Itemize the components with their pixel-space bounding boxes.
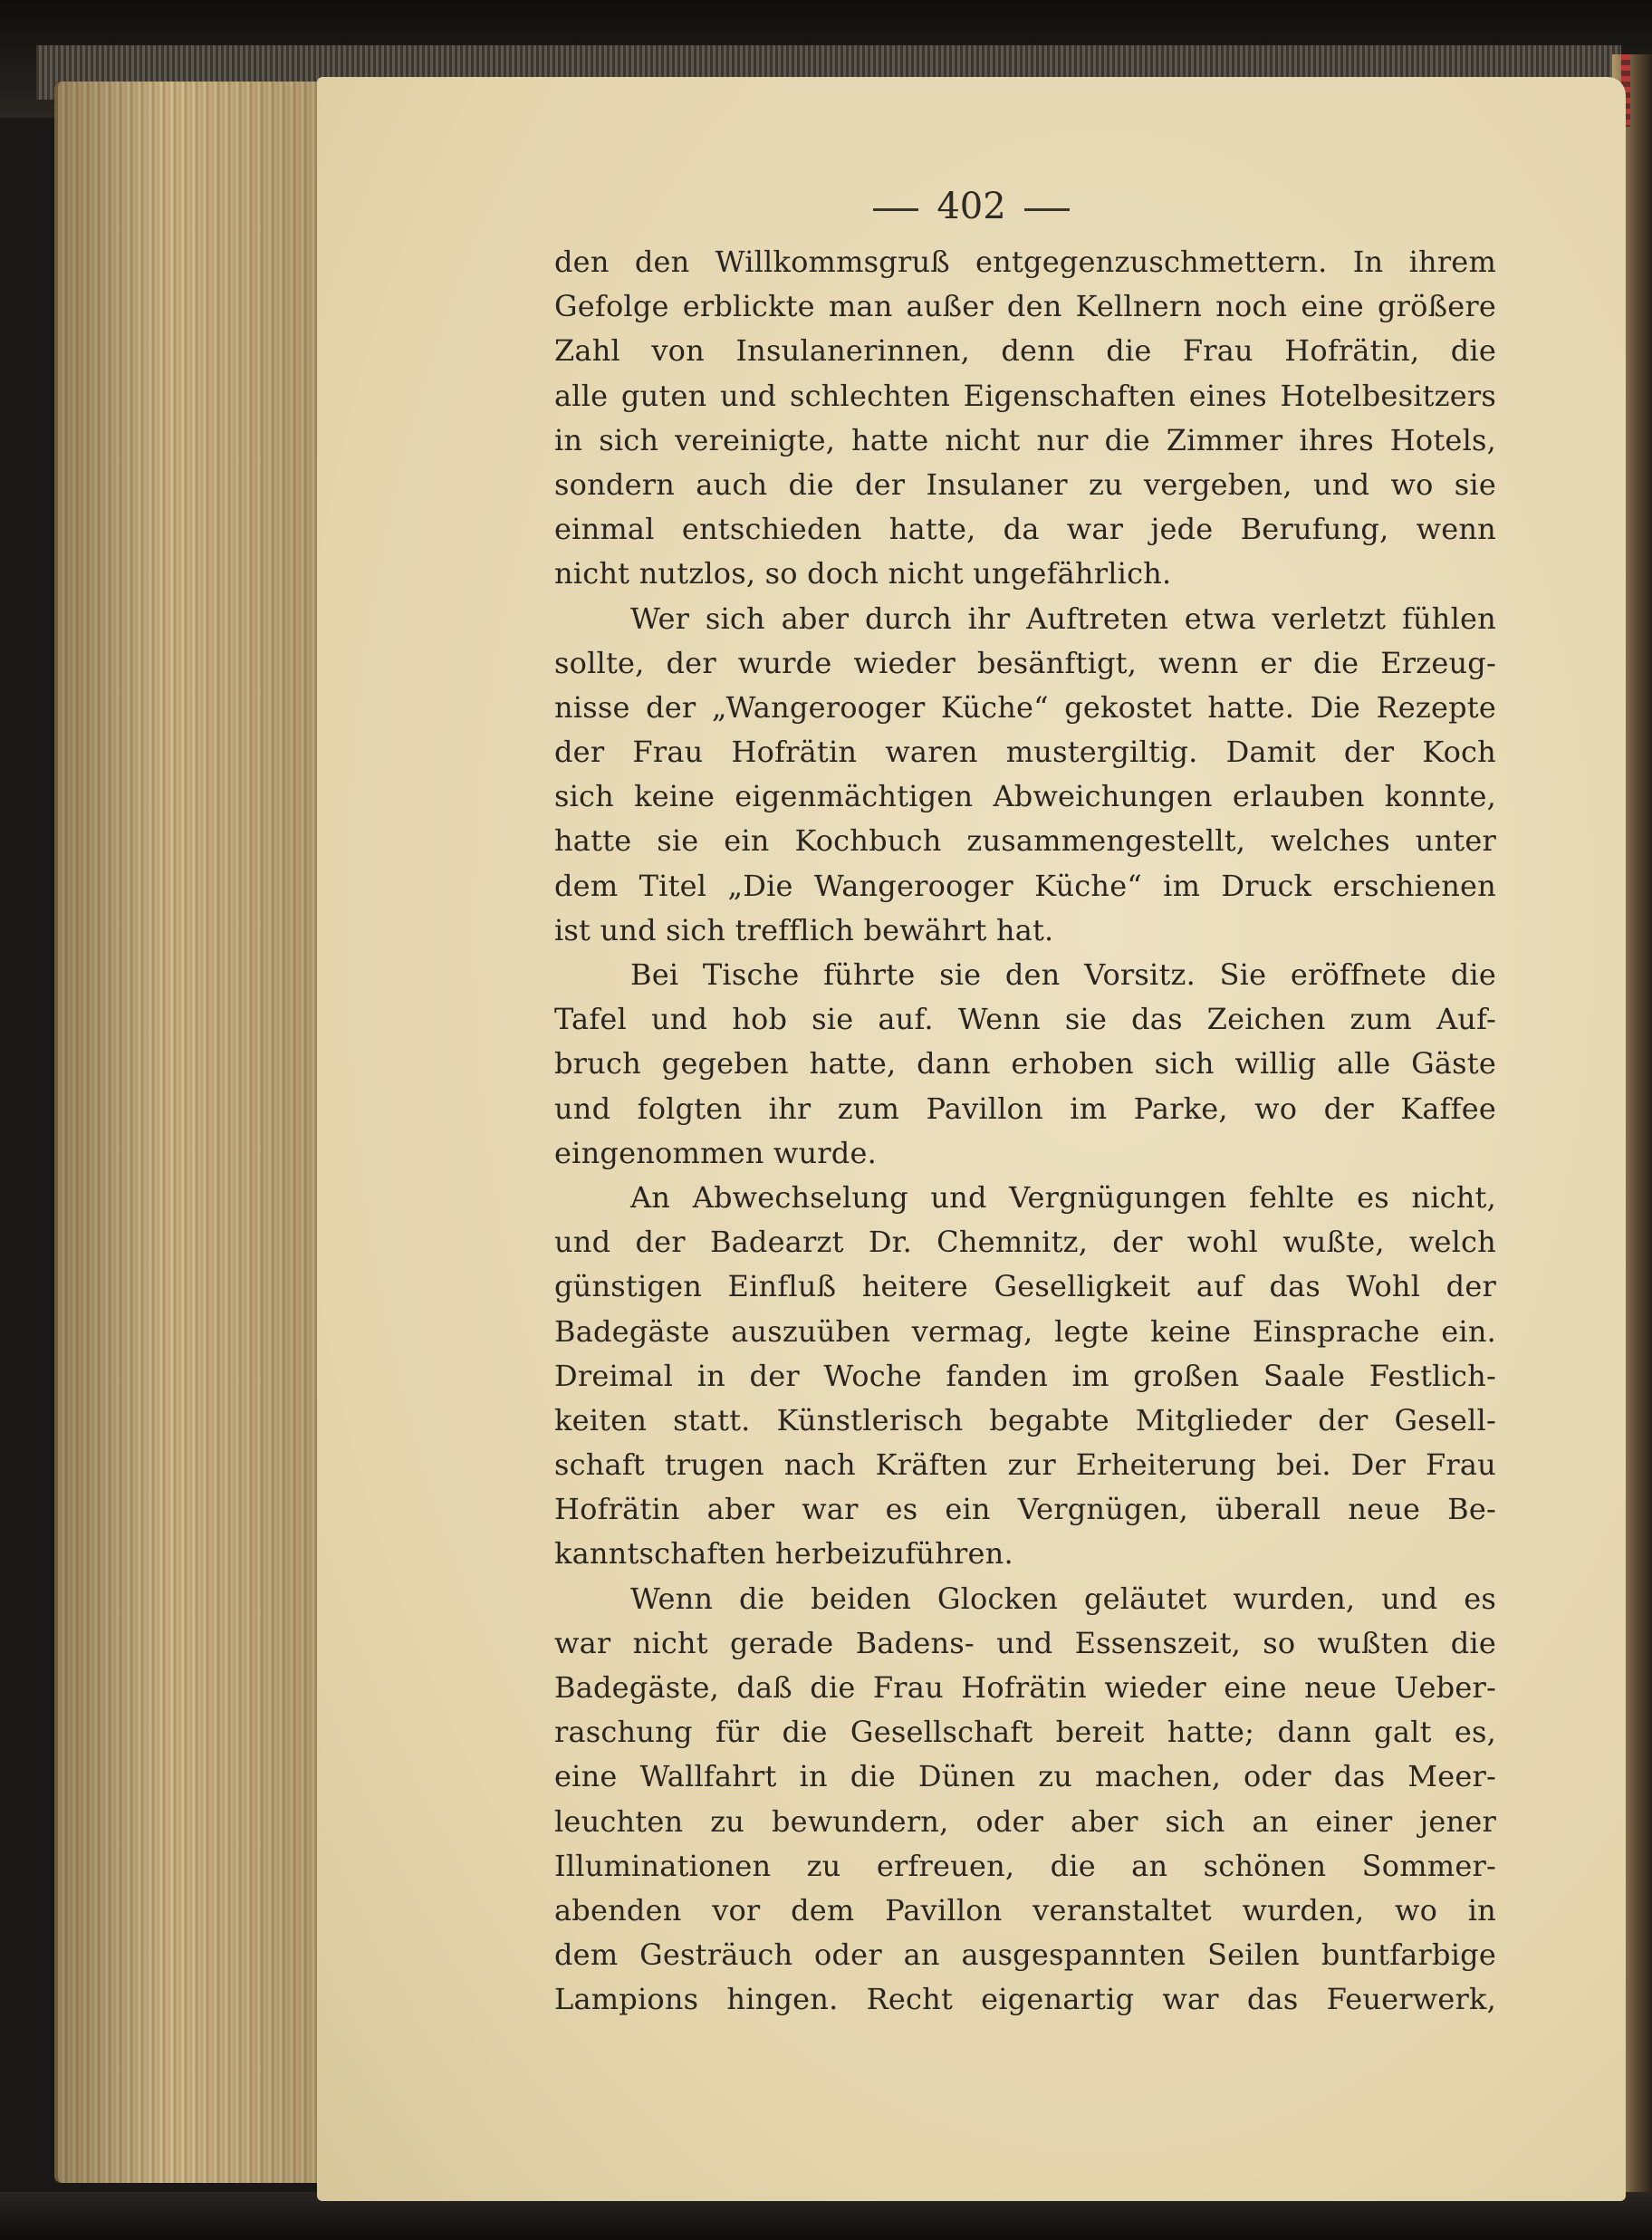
text-line: Zahl von Insulanerinnen, denn die Frau Hofrätin, die bbox=[554, 333, 1496, 369]
text-line: nisse der „Wangerooger Küche“ gekostet hatte. Die Rezepte bbox=[554, 689, 1496, 725]
text-line: eingenommen wurde. bbox=[554, 1135, 877, 1170]
text-line: war nicht gerade Badens- und Essenszeit, so wußten die bbox=[554, 1625, 1496, 1660]
text-line: nicht nutzlos, so doch nicht ungefährlich. bbox=[554, 556, 1172, 591]
text-line: Lampions hingen. Recht eigenartig war das Feuerwerk, bbox=[554, 1982, 1496, 2017]
text-line: leuchten zu bewundern, oder aber sich an einer jener bbox=[554, 1803, 1496, 1839]
page-number: 402 bbox=[936, 186, 1006, 227]
text-line: dem Titel „Die Wangerooger Küche“ im Druck erschienen bbox=[554, 868, 1496, 903]
text-line: bruch gegeben hatte, dann erhoben sich willig alle Gäste bbox=[554, 1046, 1496, 1082]
text-line: Badegäste auszuüben vermag, legte keine Einsprache ein. bbox=[554, 1313, 1496, 1349]
text-line: eine Wallfahrt in die Dünen zu machen, oder das Meer- bbox=[554, 1759, 1496, 1794]
text-line: und folgten ihr zum Pavillon im Parke, wo der Kaffee bbox=[554, 1091, 1496, 1126]
text-line: in sich vereinigte, hatte nicht nur die Zimmer ihres Hotels, bbox=[554, 422, 1496, 457]
text-line: ist und sich trefflich bewährt hat. bbox=[554, 912, 1054, 947]
text-line: kanntschaften herbeizuführen. bbox=[554, 1536, 1013, 1572]
page-stack-shade bbox=[54, 82, 344, 2183]
page-number-header bbox=[317, 186, 1626, 227]
text-line: und der Badearzt Dr. Chemnitz, der wohl wußte, welch bbox=[554, 1225, 1496, 1260]
text-line: Hofrätin aber war es ein Vergnügen, überall neue Be- bbox=[554, 1492, 1496, 1527]
text-line: sollte, der wurde wieder besänftigt, wenn er die Erzeug- bbox=[554, 645, 1496, 680]
body-text bbox=[554, 240, 1496, 2023]
text-line: Tafel und hob sie auf. Wenn sie das Zeichen zum Auf- bbox=[554, 1002, 1496, 1037]
text-line: einmal entschieden hatte, da war jede Berufung, wenn bbox=[554, 512, 1496, 547]
dash-left bbox=[873, 208, 918, 211]
text-line: Badegäste, daß die Frau Hofrätin wieder eine neue Ueber- bbox=[554, 1670, 1496, 1705]
text-line: Gefolge erblickte man außer den Kellnern noch eine größere bbox=[554, 289, 1496, 324]
book-page bbox=[317, 77, 1626, 2201]
text-line: keiten statt. Künstlerisch begabte Mitglieder der Gesell- bbox=[554, 1402, 1496, 1437]
text-line: hatte sie ein Kochbuch zusammengestellt, welches unter bbox=[554, 823, 1496, 859]
text-line: Illuminationen zu erfreuen, die an schönen Sommer- bbox=[554, 1848, 1496, 1883]
text-line: günstigen Einfluß heitere Geselligkeit auf das Wohl der bbox=[554, 1269, 1496, 1304]
text-line: Wer sich aber durch ihr Auftreten etwa verletzt fühlen bbox=[630, 601, 1496, 636]
text-line: An Abwechselung und Vergnügungen fehlte es nicht, bbox=[630, 1179, 1496, 1215]
text-line: der Frau Hofrätin waren mustergiltig. Damit der Koch bbox=[554, 735, 1496, 770]
text-line: den den Willkommsgruß entgegenzuschmettern. In ihrem bbox=[554, 245, 1496, 279]
text-line: Bei Tische führte sie den Vorsitz. Sie eröffnete die bbox=[630, 957, 1496, 992]
dash-right bbox=[1024, 208, 1070, 211]
text-line: raschung für die Gesellschaft bereit hatte; dann galt es, bbox=[554, 1715, 1496, 1750]
text-line: schaft trugen nach Kräften zur Erheiterung bei. Der Frau bbox=[554, 1447, 1496, 1483]
text-line: sondern auch die der Insulaner zu vergeben, und wo sie bbox=[554, 466, 1496, 502]
text-line: Wenn die beiden Glocken geläutet wurden, und es bbox=[630, 1581, 1496, 1616]
text-line: dem Gesträuch oder an ausgespannten Seilen buntfarbige bbox=[554, 1937, 1496, 1973]
text-line: sich keine eigenmächtigen Abweichungen erlauben konnte, bbox=[554, 779, 1496, 814]
text-line: alle guten und schlechten Eigenschaften eines Hotelbesitzers bbox=[554, 378, 1496, 413]
text-line: abenden vor dem Pavillon veranstaltet wurden, wo in bbox=[554, 1892, 1496, 1928]
text-line: Dreimal in der Woche fanden im großen Saale Festlich- bbox=[554, 1358, 1496, 1393]
